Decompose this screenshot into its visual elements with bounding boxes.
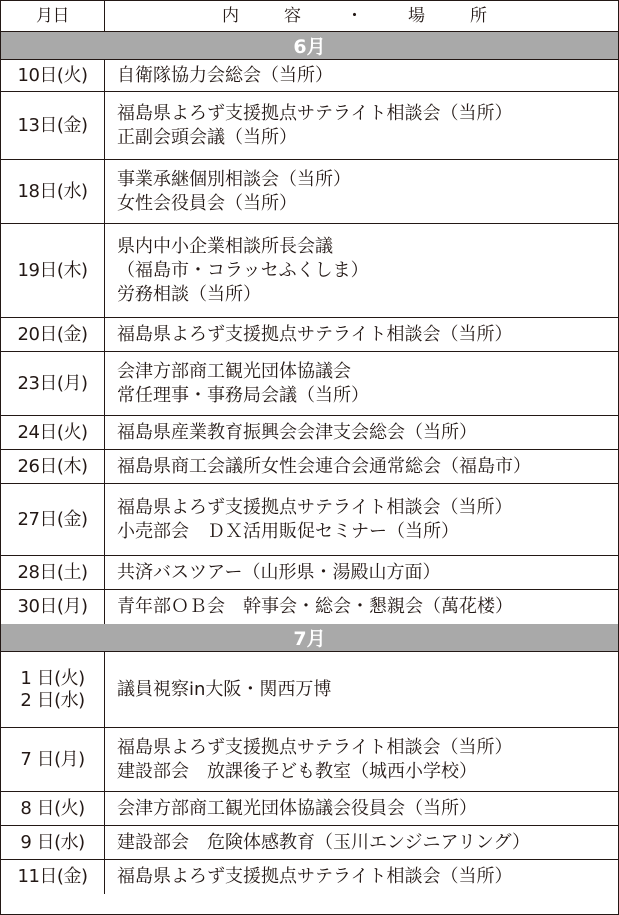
row-content [105, 860, 618, 894]
event-line: 県内中小企業相談所長会議 [117, 235, 333, 257]
row-content [105, 224, 618, 317]
row-content [105, 484, 618, 555]
event-line: 女性会役員会（当所） [117, 192, 297, 214]
event-line: 福島県よろず支援拠点サテライト相談会（当所） [117, 866, 513, 887]
schedule-row [1, 728, 618, 792]
date-text: 10日(火) [17, 64, 88, 86]
schedule-row [1, 450, 618, 484]
row-content [105, 416, 618, 449]
date-text: 23日(月) [17, 372, 88, 394]
date-text: 26日(木) [17, 455, 88, 477]
row-date [1, 484, 105, 555]
schedule-row [1, 860, 618, 894]
event-line: 福島県よろず支援拠点サテライト相談会（当所） [117, 496, 513, 518]
row-date [1, 60, 105, 91]
row-content [105, 792, 618, 825]
row-content [105, 92, 618, 159]
event-line: 福島県産業教育振興会会津支会総会（当所） [117, 421, 477, 443]
row-date [1, 556, 105, 589]
event-line: 福島県よろず支援拠点サテライト相談会（当所） [117, 323, 513, 345]
row-content [105, 590, 618, 624]
row-content [105, 450, 618, 483]
schedule-row [1, 352, 618, 416]
date-text: 18日(水) [17, 180, 88, 202]
date-text: 2 日(水) [20, 689, 85, 711]
schedule-row [1, 792, 618, 826]
schedule-row [1, 60, 618, 92]
row-content [105, 652, 618, 727]
event-line: 福島県商工会議所女性会連合会通常総会（福島市） [117, 455, 531, 477]
schedule-row [1, 318, 618, 352]
row-date [1, 450, 105, 483]
header-row [1, 1, 618, 32]
row-content [105, 352, 618, 415]
event-line: 会津方部商工観光団体協議会役員会（当所） [117, 797, 477, 819]
month-header-july: 7月 [1, 624, 618, 652]
row-content [105, 160, 618, 223]
row-content [105, 728, 618, 791]
date-text: 13日(金) [17, 114, 88, 136]
header-date: 月日 [1, 1, 105, 31]
month-header-june: 6月 [1, 32, 618, 60]
row-date [1, 224, 105, 317]
date-text: 7 日(月) [20, 748, 85, 770]
header-content: 内 容 ・ 場 所 [222, 6, 501, 26]
date-text: 28日(土) [17, 561, 88, 583]
july-rows [1, 652, 618, 894]
row-date [1, 792, 105, 825]
row-date [1, 416, 105, 449]
event-line: 正副会頭会議（当所） [117, 126, 297, 148]
row-content [105, 318, 618, 351]
date-text: 20日(金) [17, 323, 88, 345]
row-date [1, 590, 105, 624]
row-date [1, 92, 105, 159]
event-line: 建設部会 放課後子ども教室（城西小学校） [117, 760, 477, 782]
schedule-row [1, 556, 618, 590]
schedule-row [1, 160, 618, 224]
date-text: 1 日(火) [20, 667, 85, 689]
row-content [105, 556, 618, 589]
event-line: 労務相談（当所） [117, 283, 261, 305]
event-line: 共済バスツアー（山形県・湯殿山方面） [117, 561, 441, 583]
schedule-row [1, 590, 618, 624]
row-date [1, 318, 105, 351]
event-line: 常任理事・事務局会議（当所） [117, 384, 369, 406]
event-line: 青年部ＯＢ会 幹事会・総会・懇親会（萬花楼） [117, 596, 513, 617]
event-line: 事業承継個別相談会（当所） [117, 168, 351, 190]
date-text: 24日(火) [17, 421, 88, 443]
row-date [1, 160, 105, 223]
row-date [1, 728, 105, 791]
schedule-row [1, 484, 618, 556]
row-content [105, 826, 618, 859]
event-line: 福島県よろず支援拠点サテライト相談会（当所） [117, 102, 513, 124]
date-text: 27日(金) [17, 508, 88, 530]
schedule-row [1, 826, 618, 860]
row-date [1, 652, 105, 727]
event-line: 小売部会 ＤＸ活用販促セミナー（当所） [117, 520, 459, 542]
date-text: 8 日(火) [20, 797, 85, 819]
row-date [1, 826, 105, 859]
event-line: 福島県よろず支援拠点サテライト相談会（当所） [117, 736, 513, 758]
event-line: （福島市・コラッセふくしま） [117, 259, 369, 281]
schedule-row [1, 92, 618, 160]
event-line: 議員視察in大阪・関西万博 [117, 678, 332, 700]
schedule-row [1, 416, 618, 450]
date-text: 11日(金) [17, 866, 88, 887]
schedule-row [1, 652, 618, 728]
event-line: 会津方部商工観光団体協議会 [117, 360, 351, 382]
row-date [1, 860, 105, 894]
row-content [105, 60, 618, 91]
row-date [1, 352, 105, 415]
june-rows [1, 60, 618, 624]
schedule-row [1, 224, 618, 318]
date-text: 19日(木) [17, 259, 88, 281]
event-line: 自衛隊協力会総会（当所） [117, 64, 333, 86]
date-text: 9 日(水) [20, 831, 85, 853]
event-line: 建設部会 危険体感教育（玉川エンジニアリング） [117, 831, 531, 853]
date-text: 30日(月) [17, 596, 88, 617]
